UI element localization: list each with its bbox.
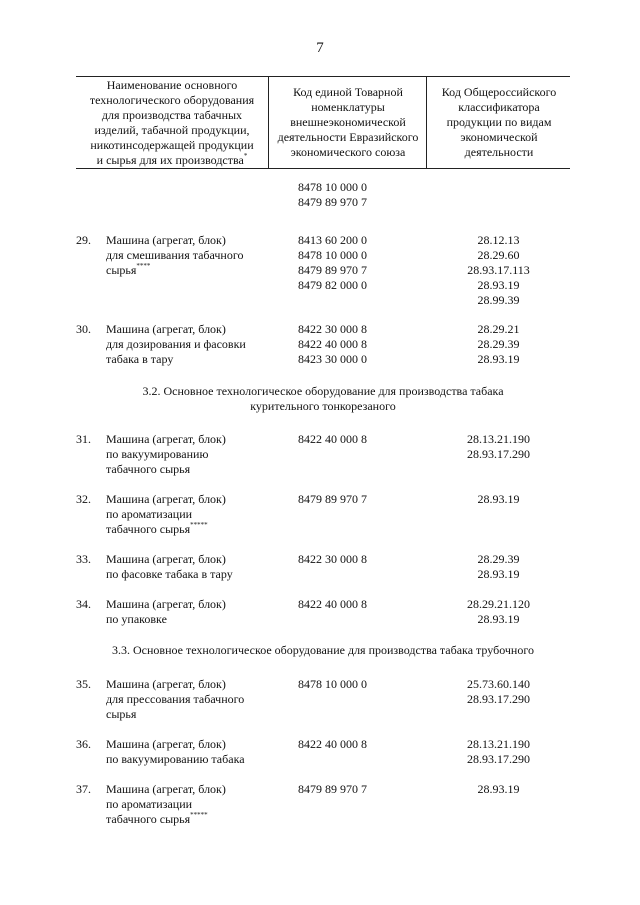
- table-header: [76, 76, 570, 169]
- tnved-code: 8422 40 000 8: [298, 337, 367, 351]
- equipment-name-line: Машина (агрегат, блок): [106, 677, 226, 691]
- section-heading-line: 3.3. Основное технологическое оборудование для производства табака трубочного: [112, 643, 534, 657]
- page-number: 7: [316, 40, 324, 56]
- header-line: номенклатуры: [311, 100, 385, 114]
- equipment-name-line: Машина (агрегат, блок): [106, 233, 226, 247]
- row-number: 37.: [76, 782, 91, 796]
- okpd-code: 28.29.21: [477, 322, 520, 336]
- okpd-codes: [431, 492, 566, 507]
- equipment-name: [106, 737, 296, 767]
- rows-group: [76, 677, 570, 827]
- okpd-code: 28.12.13: [477, 233, 520, 247]
- equipment-name-line: табака в тару: [106, 352, 174, 366]
- row-number: 32.: [76, 492, 91, 506]
- tnved-codes: [298, 552, 367, 567]
- equipment-name-line: табачного сырья: [106, 812, 191, 826]
- table-row: [76, 737, 570, 767]
- section-heading-line: курительного тонкорезаного: [250, 399, 396, 413]
- footnote-marker: *****: [190, 521, 208, 529]
- footnote-marker: *****: [190, 811, 208, 819]
- tnved-code: 8478 10 000 0: [298, 677, 367, 691]
- okpd-code: 28.93.19: [477, 567, 520, 581]
- okpd-codes: [431, 782, 566, 797]
- table-body: [76, 180, 570, 842]
- equipment-name-line: для прессования табачного: [106, 692, 245, 706]
- equipment-name-line: Машина (агрегат, блок): [106, 782, 226, 796]
- table-row: [76, 233, 570, 308]
- tnved-code: 8478 10 000 0: [298, 180, 367, 194]
- tnved-code: 8478 10 000 0: [298, 248, 367, 262]
- equipment-name-line: для дозирования и фасовки: [106, 337, 246, 351]
- okpd-code: 28.93.19: [477, 612, 520, 626]
- table-row: [76, 432, 570, 477]
- tnved-codes: [298, 492, 367, 507]
- row-number: 30.: [76, 322, 91, 336]
- header-line: Код Общероссийского: [441, 85, 557, 99]
- okpd-code: 28.29.21.120: [467, 597, 530, 611]
- section-heading: [76, 643, 570, 658]
- okpd-code: 28.29.60: [477, 248, 520, 262]
- rows-group: [76, 432, 570, 627]
- equipment-name-line: Машина (агрегат, блок): [106, 552, 226, 566]
- header-line: технологического оборудования: [89, 92, 255, 107]
- header-line: деятельности Евразийского: [277, 130, 419, 144]
- equipment-name-line: табачного сырья: [106, 462, 191, 476]
- header-tnved-code: [268, 77, 427, 168]
- equipment-name-line: по вакуумированию табака: [106, 752, 245, 766]
- table-row: [76, 492, 570, 537]
- footnote-marker: ****: [136, 262, 151, 270]
- section-heading: [76, 384, 570, 414]
- okpd-code: 28.29.39: [477, 337, 520, 351]
- table-row: [76, 597, 570, 627]
- okpd-codes: [431, 552, 566, 582]
- okpd-codes: [431, 597, 566, 627]
- okpd-code: 28.93.19: [477, 492, 520, 506]
- equipment-name-line: Машина (агрегат, блок): [106, 597, 226, 611]
- okpd-code: 28.93.17.290: [467, 447, 530, 461]
- tnved-codes: [298, 322, 367, 367]
- header-line: классификатора: [458, 100, 540, 114]
- equipment-name-line: по упаковке: [106, 612, 167, 626]
- header-line: Наименование основного: [106, 77, 238, 92]
- header-line: изделий, табачной продукции,: [94, 122, 250, 137]
- okpd-code: 28.93.19: [477, 782, 520, 796]
- header-equipment-name: [76, 77, 268, 168]
- equipment-name: [106, 322, 296, 367]
- table-row: [76, 677, 570, 722]
- row-number: 29.: [76, 233, 91, 247]
- header-line: Код единой Товарной: [293, 85, 403, 99]
- tnved-code: 8413 60 200 0: [298, 233, 367, 247]
- tnved-codes: [298, 432, 367, 447]
- header-line: и сырья для их производства*: [96, 151, 248, 167]
- header-line: деятельности: [464, 145, 534, 159]
- equipment-name-line: табачного сырья: [106, 522, 191, 536]
- okpd-code: 28.13.21.190: [467, 737, 530, 751]
- equipment-name-line: по фасовке табака в тару: [106, 567, 233, 581]
- row-number: 33.: [76, 552, 91, 566]
- tnved-code: 8422 40 000 8: [298, 597, 367, 611]
- section-heading-line: 3.2. Основное технологическое оборудование для производства табака: [142, 384, 504, 398]
- header-line: внешнеэкономической: [290, 115, 406, 129]
- okpd-code: 25.73.60.140: [467, 677, 530, 691]
- continuation-codes: [76, 180, 570, 210]
- equipment-name-line: по ароматизации: [106, 507, 193, 521]
- tnved-code: 8479 89 970 7: [298, 195, 367, 209]
- tnved-code: 8422 30 000 8: [298, 322, 367, 336]
- row-number: 31.: [76, 432, 91, 446]
- tnved-codes: [298, 233, 367, 293]
- header-okpd-code: [426, 77, 571, 168]
- tnved-code: 8422 40 000 8: [298, 737, 367, 751]
- row-number: 36.: [76, 737, 91, 751]
- tnved-code: 8422 30 000 8: [298, 552, 367, 566]
- equipment-name-line: по вакуумированию: [106, 447, 209, 461]
- equipment-name-line: Машина (агрегат, блок): [106, 737, 226, 751]
- tnved-code: 8479 89 970 7: [298, 492, 367, 506]
- okpd-code: 28.93.19: [477, 278, 520, 292]
- tnved-code: 8479 89 970 7: [298, 263, 367, 277]
- okpd-code: 28.99.39: [477, 293, 520, 307]
- equipment-name: [106, 233, 296, 278]
- okpd-codes: [431, 737, 566, 767]
- row-number: 35.: [76, 677, 91, 691]
- footnote-marker: *: [243, 151, 248, 160]
- header-line: продукции по видам: [446, 115, 552, 129]
- table-row: [76, 322, 570, 367]
- tnved-codes: [298, 782, 367, 797]
- equipment-name-line: сырья: [106, 263, 137, 277]
- equipment-name: [106, 782, 296, 827]
- rows-group: [76, 233, 570, 367]
- tnved-code: 8422 40 000 8: [298, 432, 367, 446]
- header-line: экономического союза: [290, 145, 406, 159]
- header-line: экономической: [460, 130, 538, 144]
- equipment-name-line: Машина (агрегат, блок): [106, 432, 226, 446]
- okpd-code: 28.93.17.290: [467, 752, 530, 766]
- equipment-name: [106, 597, 296, 627]
- header-line: для производства табачных: [101, 107, 243, 122]
- okpd-code: 28.93.17.290: [467, 692, 530, 706]
- table-row: [76, 552, 570, 582]
- okpd-codes: [431, 233, 566, 308]
- okpd-code: 28.93.19: [477, 352, 520, 366]
- tnved-codes: [298, 597, 367, 612]
- equipment-name: [106, 432, 296, 477]
- okpd-code: 28.29.39: [477, 552, 520, 566]
- equipment-name: [106, 492, 296, 537]
- tnved-code: 8479 89 970 7: [298, 782, 367, 796]
- equipment-name-line: сырья: [106, 707, 137, 721]
- equipment-name-line: по ароматизации: [106, 797, 193, 811]
- okpd-code: 28.13.21.190: [467, 432, 530, 446]
- okpd-codes: [431, 677, 566, 707]
- tnved-codes: [298, 737, 367, 752]
- okpd-code: 28.93.17.113: [467, 263, 530, 277]
- equipment-name: [106, 552, 296, 582]
- equipment-name: [106, 677, 296, 722]
- tnved-codes: [298, 677, 367, 692]
- okpd-codes: [431, 322, 566, 367]
- table-row: [76, 782, 570, 827]
- row-number: 34.: [76, 597, 91, 611]
- equipment-name-line: для смешивания табачного: [106, 248, 244, 262]
- okpd-codes: [431, 432, 566, 462]
- header-line: никотинсодержащей продукции: [90, 137, 254, 152]
- equipment-name-line: Машина (агрегат, блок): [106, 492, 226, 506]
- tnved-code: 8423 30 000 0: [298, 352, 367, 366]
- equipment-name-line: Машина (агрегат, блок): [106, 322, 226, 336]
- tnved-code: 8479 82 000 0: [298, 278, 367, 292]
